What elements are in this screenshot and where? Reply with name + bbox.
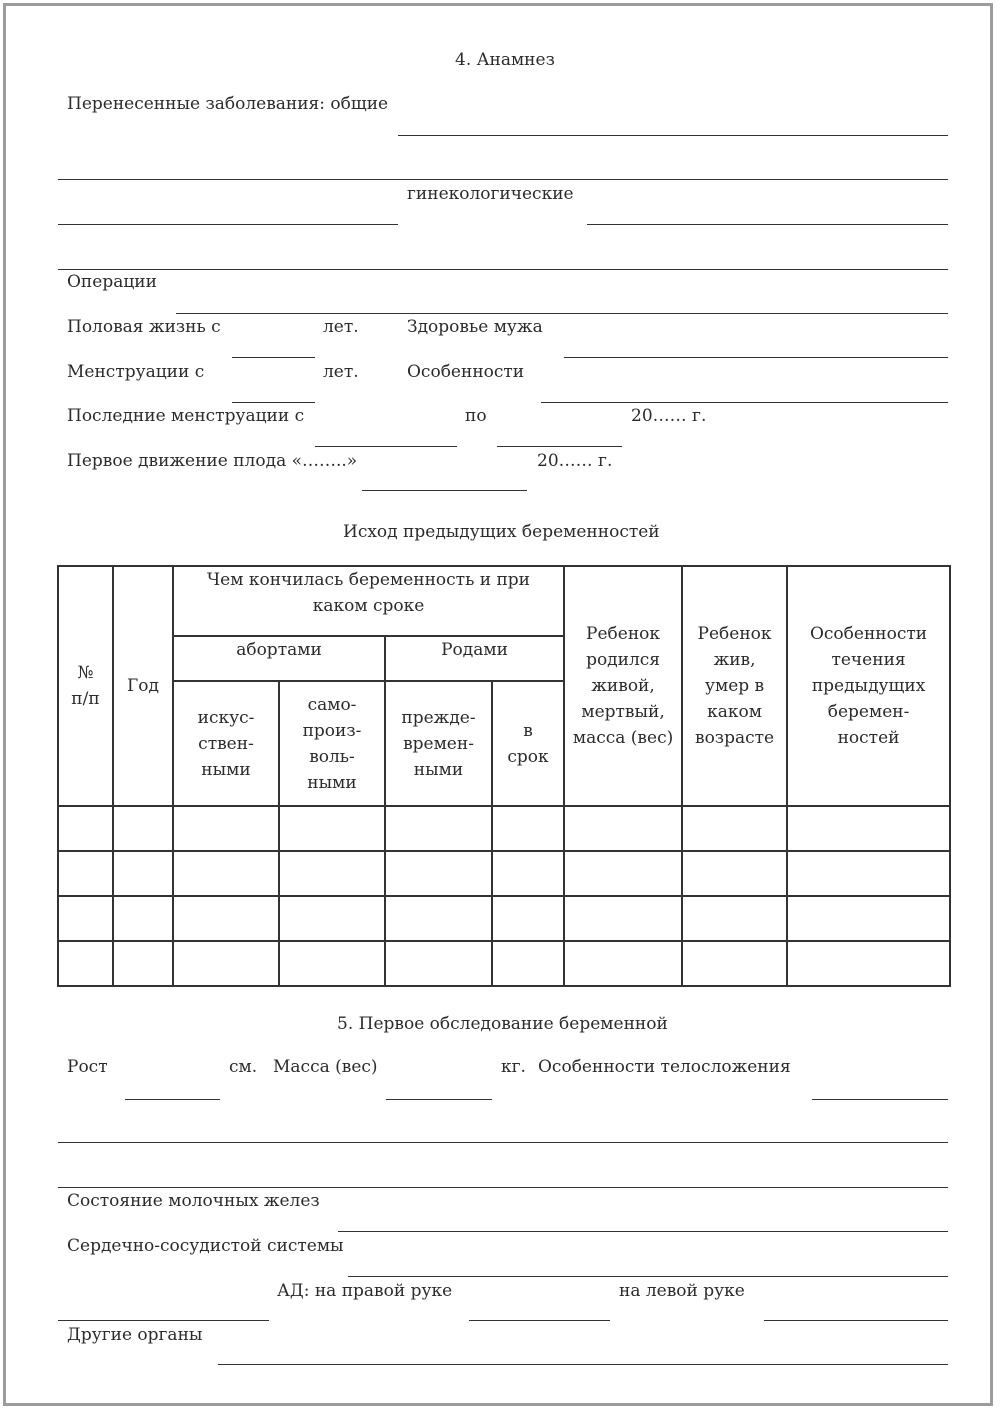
- table-row: [58, 806, 950, 851]
- label-operations: Операции: [67, 272, 157, 292]
- outcomes-table: [57, 565, 951, 987]
- label-diseases-general: Перенесенные заболевания: общие: [67, 94, 389, 114]
- field-diseases-gyn-left[interactable]: [58, 224, 398, 225]
- field-last-menstruation-from[interactable]: [315, 446, 457, 447]
- table-cell[interactable]: [682, 941, 787, 986]
- field-cardio-2[interactable]: [58, 1320, 269, 1321]
- field-bp-left[interactable]: [764, 1320, 948, 1321]
- table-cell[interactable]: [492, 806, 564, 851]
- table-cell[interactable]: [492, 896, 564, 941]
- table-cell[interactable]: [385, 851, 492, 896]
- table-cell[interactable]: [279, 851, 385, 896]
- outcomes-title: Исход предыдущих беременностей: [343, 522, 660, 542]
- table-cell[interactable]: [564, 851, 682, 896]
- table-cell[interactable]: [173, 851, 279, 896]
- label-year-2: 20…… г.: [537, 451, 613, 471]
- table-cell[interactable]: [787, 896, 950, 941]
- table-cell[interactable]: [279, 806, 385, 851]
- label-menstruation-from: Менструации с: [67, 362, 205, 382]
- table-cell[interactable]: [279, 896, 385, 941]
- label-cm: см.: [229, 1057, 258, 1077]
- field-other-organs[interactable]: [218, 1364, 948, 1365]
- label-first-movement: Первое движение плода «……..»: [67, 451, 358, 471]
- header-term: в срок: [492, 681, 564, 806]
- field-build[interactable]: [812, 1099, 948, 1100]
- label-height: Рост: [67, 1057, 108, 1077]
- header-child-alive: Ребенок жив, умер в каком возрасте: [682, 566, 787, 806]
- table-cell[interactable]: [279, 941, 385, 986]
- table-cell[interactable]: [113, 806, 173, 851]
- field-diseases-general[interactable]: [398, 135, 948, 136]
- anamnesis-title: 4. Анамнез: [455, 50, 555, 70]
- field-height[interactable]: [125, 1099, 220, 1100]
- field-diseases-gyn-2[interactable]: [58, 269, 948, 270]
- field-cardio[interactable]: [348, 1276, 948, 1277]
- header-premature: прежде- времен- ными: [385, 681, 492, 806]
- field-bp-right[interactable]: [469, 1320, 610, 1321]
- field-diseases-general-2[interactable]: [58, 179, 948, 180]
- table-cell[interactable]: [787, 941, 950, 986]
- table-cell[interactable]: [173, 896, 279, 941]
- table-row: [58, 851, 950, 896]
- table-cell[interactable]: [682, 896, 787, 941]
- label-years-1: лет.: [323, 317, 359, 337]
- label-other-organs: Другие органы: [67, 1325, 203, 1345]
- field-build-3[interactable]: [58, 1187, 948, 1188]
- table-row: [58, 896, 950, 941]
- field-weight[interactable]: [386, 1099, 492, 1100]
- field-husband-health[interactable]: [564, 357, 948, 358]
- table-cell[interactable]: [173, 806, 279, 851]
- table-cell[interactable]: [492, 851, 564, 896]
- exam-title: 5. Первое обследование беременной: [337, 1014, 668, 1034]
- label-cardio: Сердечно-сосудистой системы: [67, 1236, 344, 1256]
- field-menstruation-years[interactable]: [232, 402, 315, 403]
- field-first-movement-month[interactable]: [362, 490, 527, 491]
- header-abortions: абортами: [173, 636, 385, 681]
- label-build: Особенности телосложения: [538, 1057, 791, 1077]
- table-cell[interactable]: [682, 851, 787, 896]
- field-build-2[interactable]: [58, 1142, 948, 1143]
- table-cell[interactable]: [113, 851, 173, 896]
- field-features[interactable]: [541, 402, 948, 403]
- label-breasts: Состояние молочных желез: [67, 1191, 320, 1211]
- table-cell[interactable]: [787, 851, 950, 896]
- label-bp-right: АД: на правой руке: [277, 1281, 453, 1301]
- header-num: № п/п: [58, 566, 113, 806]
- table-row: [58, 941, 950, 986]
- table-cell[interactable]: [787, 806, 950, 851]
- label-sex-life-from: Половая жизнь с: [67, 317, 221, 337]
- table-cell[interactable]: [385, 941, 492, 986]
- table-cell[interactable]: [385, 896, 492, 941]
- table-cell[interactable]: [113, 941, 173, 986]
- field-diseases-gyn-right[interactable]: [587, 224, 948, 225]
- table-cell[interactable]: [58, 806, 113, 851]
- field-operations[interactable]: [176, 313, 948, 314]
- table-cell[interactable]: [682, 806, 787, 851]
- header-child-born: Ребенок родился живой, мертвый, масса (вес): [564, 566, 682, 806]
- header-year: Год: [113, 566, 173, 806]
- header-end: Чем кончилась беременность и при каком сроке: [173, 566, 564, 636]
- label-features: Особенности: [407, 362, 525, 382]
- label-years-2: лет.: [323, 362, 359, 382]
- table-cell[interactable]: [58, 941, 113, 986]
- header-features: Особенности течения предыдущих беремен- ностей: [787, 566, 950, 806]
- table-cell[interactable]: [492, 941, 564, 986]
- field-breasts[interactable]: [338, 1231, 948, 1232]
- label-last-menstruation: Последние менструации с: [67, 406, 305, 426]
- table-cell[interactable]: [564, 896, 682, 941]
- table-cell[interactable]: [564, 941, 682, 986]
- header-artificial: искус- ствен- ными: [173, 681, 279, 806]
- label-year-1: 20…… г.: [631, 406, 707, 426]
- label-husband-health: Здоровье мужа: [407, 317, 543, 337]
- label-to: по: [465, 406, 487, 426]
- label-diseases-gyn: гинекологические: [407, 184, 574, 204]
- table-cell[interactable]: [113, 896, 173, 941]
- label-weight: Масса (вес): [273, 1057, 378, 1077]
- table-cell[interactable]: [385, 806, 492, 851]
- header-spontaneous: само- произ- воль- ными: [279, 681, 385, 806]
- table-cell[interactable]: [564, 806, 682, 851]
- label-kg: кг.: [501, 1057, 526, 1077]
- label-bp-left: на левой руке: [619, 1281, 745, 1301]
- header-births: Родами: [385, 636, 564, 681]
- table-cell[interactable]: [173, 941, 279, 986]
- field-sex-life-years[interactable]: [232, 357, 315, 358]
- table-cell[interactable]: [58, 851, 113, 896]
- table-cell[interactable]: [58, 896, 113, 941]
- field-last-menstruation-to[interactable]: [497, 446, 622, 447]
